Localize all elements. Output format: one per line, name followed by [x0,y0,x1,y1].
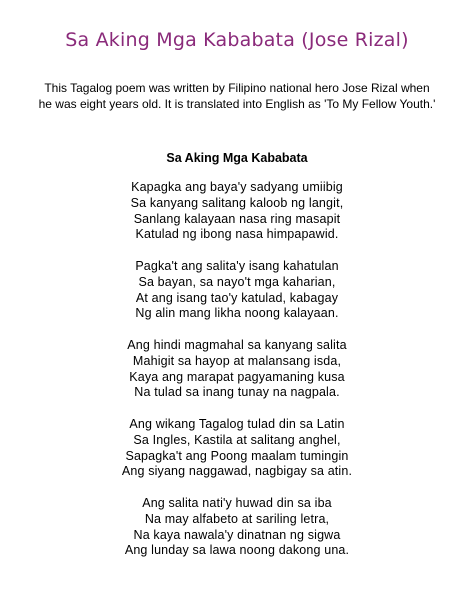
poem-stanza [0,180,474,243]
poem-body [0,180,474,559]
poem-line: At ang isang tao'y katulad, kabagay [135,290,339,305]
poem-line: Ang wikang Tagalog tulad din sa Latin [129,416,345,431]
poem-line: Na may alfabeto at sariling letra, [144,511,330,526]
poem-stanza [0,417,474,480]
poem-stanza [0,496,474,559]
intro-line: he was eight years old. It is translated into English as 'To My Fellow Youth.' [38,97,436,111]
poem-stanza [0,338,474,401]
poem-line: Sa Ingles, Kastila at salitang anghel, [133,432,341,447]
poem-line: Sa bayan, sa nayo't mga kaharian, [138,274,336,289]
poem-line: Pagka't ang salita'y isang kahatulan [135,258,339,273]
poem-title: Sa Aking Mga Kababata [166,151,308,165]
intro-line: This Tagalog poem was written by Filipino national hero Jose Rizal when [44,81,430,95]
poem-line: Mahigit sa hayop at malansang isda, [132,353,342,368]
poem-line: Sa kanyang salitang kaloob ng langit, [130,195,344,210]
poem-line: Sanlang kalayaan nasa ring masapit [133,211,341,226]
poem-line: Ang lunday sa lawa noong dakong una. [124,543,350,558]
intro-paragraph [28,80,446,112]
poem-stanza [0,259,474,322]
document-title: Sa Aking Mga Kababata (Jose Rizal) [65,29,409,51]
poem-line: Na kaya nawala'y dinatnan ng sigwa [133,527,341,542]
poem-line: Katulad ng ibong nasa himpapawid. [135,227,339,242]
poem-line: Kaya ang marapat pagyamaning kusa [129,369,345,384]
poem-line: Ang hindi magmahal sa kanyang salita [127,337,347,352]
poem-line: Ang salita nati'y huwad din sa iba [142,495,332,510]
poem-line: Sapagka't ang Poong maalam tumingin [125,448,349,463]
poem-line: Na tulad sa inang tunay na nagpala. [134,385,340,400]
poem-line: Ng alin mang likha noong kalayaan. [135,306,339,321]
poem-line: Kapagka ang baya'y sadyang umiibig [131,180,343,194]
poem-line: Ang siyang naggawad, nagbigay sa atin. [121,464,353,479]
